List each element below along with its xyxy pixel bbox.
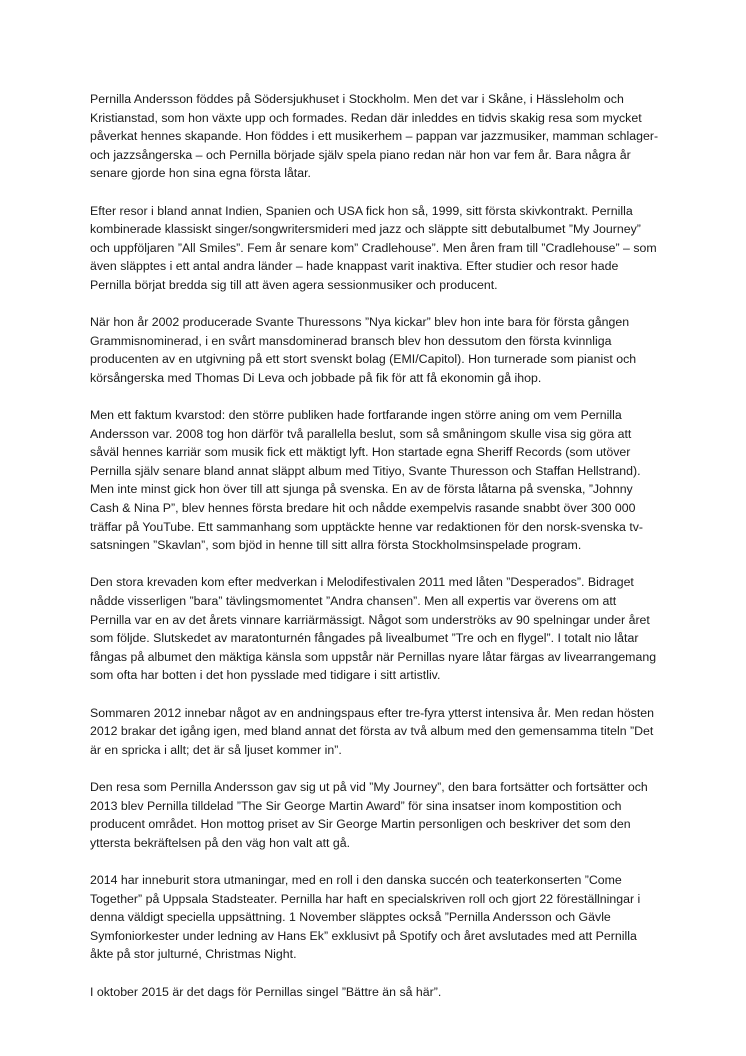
- paragraph-2014: 2014 har inneburit stora utmaningar, med en roll i den danska succén och teaterkonserten ”Come Together” på Uppsala Stadsteater. Pernilla har haft en specialskriven roll och gjort 22 föreställningar i denna väldigt speciella uppsättning. 1 November släpptes också ”Pernilla Andersson och Gävle Symfoniorkester under ledning av Hans Ek” exklusivt på Spotify och året avslutades med att Pernilla åkte på stor julturné, Christmas Night.: [90, 872, 641, 962]
- paragraph-producer: När hon år 2002 producerade Svante Thuressons ”Nya kickar” blev hon inte bara för första gången Grammisnominerad, i en svårt mansdominerad bransch blev hon dessutom den första kvinnliga producenten av en utgivning på ett stort svenskt bolag (EMI/Capitol). Hon turnerade som pianist och körsångerska med Thomas Di Leva och jobbade på fik för att få ekonomin gå ihop.: [90, 315, 637, 385]
- paragraph-childhood: Pernilla Andersson föddes på Södersjukhuset i Stockholm. Men det var i Skåne, i Hässleholm och Kristianstad, som hon växte upp och formades. Redan där inleddes en tidvis skakig resa som mycket påverkat hennes skapande. Hon föddes i ett musikerhem – pappan var jazzmusiker, mamman schlager- och jazzsångerska – och Pernilla började själv spela piano redan när hon var fem år. Bara några år senare gjorde hon sina egna första låtar.: [90, 92, 659, 181]
- paragraph-george-martin-award: Den resa som Pernilla Andersson gav sig ut på vid ”My Journey”, den bara fortsätter och fortsätter och 2013 blev Pernilla tilldelad ”The Sir George Martin Award” för sina insatser inom kompostition och producent området. Hon mottog priset av Sir George Martin personligen och beskriver det som den yttersta bekräftelsen på den väg hon valt att gå.: [90, 779, 648, 850]
- paragraph-2015-single: I oktober 2015 är det dags för Pernillas singel ”Bättre än så här”.: [90, 984, 442, 999]
- document-page: [90, 90, 660, 1020]
- paragraph-sheriff-records: Men ett faktum kvarstod: den större publiken hade fortfarande ingen större aning om vem Pernilla Andersson var. 2008 tog hon därför två parallella beslut, som så småningom skulle visa sig göra att såväl hennes karriär som musik fick ett mäktigt lyft. Hon startade egna Sheriff Records (som utöver Pernilla själv senare bland annat släppt album med Titiyo, Svante Thuresson och Staffan Hellstrand). Men inte minst gick hon över till att sjunga på svenska. En av de första låtarna på svenska, ”Johnny Cash & Nina P”, blev hennes första bredare hit och nådde exempelvis rasande snabbt över 300 000 träffar på YouTube. Ett sammanhang som upptäckte henne var redaktionen för den norsk-svenska tv-satsningen ”Skavlan”, som bjöd in henne till sitt allra första Stockholmsinspelade program.: [90, 408, 644, 553]
- paragraph-melodifestivalen: Den stora krevaden kom efter medverkan i Melodifestivalen 2011 med låten ”Desperados”. Bidraget nådde visserligen ”bara” tävlingsmomentet ”Andra chansen”. Men all expertis var överens om att Pernilla var en av det årets vinnare karriärmässigt. Något som underströks av 90 spelningar under året som följde. Slutskedet av maratonturnén fångades på livealbumet ”Tre och en flygel”. I totalt nio låtar fångas på albumet den mäktiga känsla som uppstår när Pernillas nyare låtar färgas av livearrangemang som ofta har botten i det hon pysslade med tidigare i sitt artistliv.: [90, 575, 657, 683]
- paragraph-summer-2012: Sommaren 2012 innebar något av en andningspaus efter tre-fyra ytterst intensiva år. Men redan hösten 2012 brakar det igång igen, med bland annat det första av två album med den gemensamma titeln ”Det är en spricka i allt; det är så ljuset kommer in”.: [90, 705, 655, 757]
- paragraph-first-record-deal: Efter resor i bland annat Indien, Spanien och USA fick hon så, 1999, sitt första skivkontrakt. Pernilla kombinerade klassiskt singer/songwritersmideri med jazz och släppte sitt debutalbumet ”My Journey” och uppföljaren ”All Smiles”. Fem år senare kom” Cradlehouse”. Men åren fram till ”Cradlehouse” – som även släpptes i ett antal andra länder – hade knappast varit inaktiva. Efter studier och resor hade Pernilla börjat bredda sig till att även agera sessionmusiker och producent.: [90, 203, 657, 292]
